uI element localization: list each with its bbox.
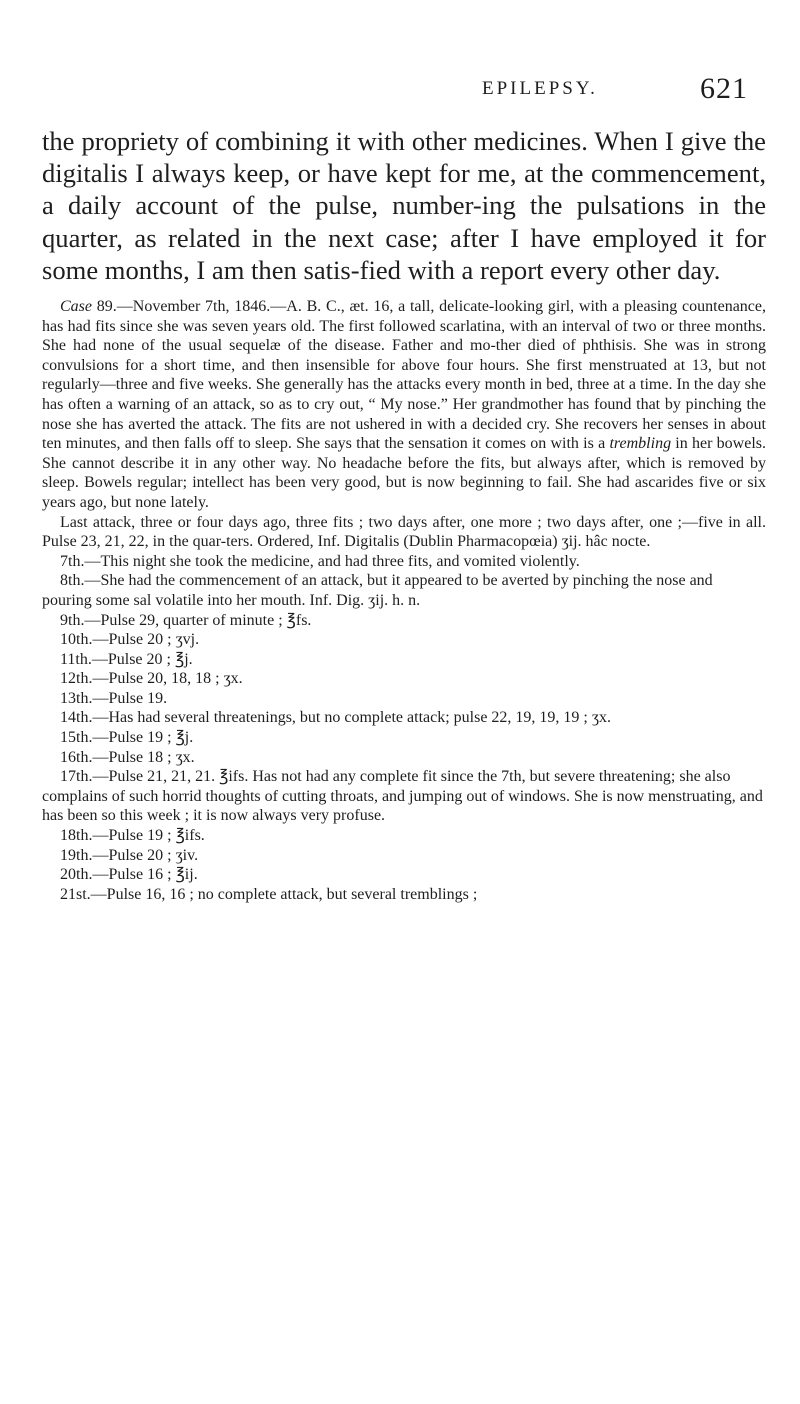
daily-entry: 10th.—Pulse 20 ; ʒvj.	[60, 631, 200, 649]
daily-entry: 15th.—Pulse 19 ; ℥j.	[60, 729, 194, 747]
daily-entry: 18th.—Pulse 19 ; ℥ifs.	[60, 827, 205, 845]
last-attack-paragraph: Last attack, three or four days ago, three fits ; two days after, one more ; two days after, one ;—five in all. Pulse 23, 21, 22, in the quar-ters. Ordered, Inf. Digitalis (Dublin Pharmacopœia) ʒij. hâc nocte.	[42, 513, 766, 551]
daily-entry: 21st.—Pulse 16, 16 ; no complete attack, but several tremblings ;	[60, 885, 478, 903]
page-header	[0, 72, 800, 118]
daily-entry: 16th.—Pulse 18 ; ʒx.	[60, 748, 195, 766]
trembling-word: trembling	[609, 435, 672, 453]
case-lead-end: in her bowels. She cannot describe it in any other way. No headache before the fits, but always after, which is removed by sleep. Bowels regular; intellect has been very good, but is now beginning to fail. She had ascarides five or six years ago, but none lately.	[42, 435, 767, 511]
intro-paragraph: the propriety of combining it with other medicines. When I give the digitalis I always keep, or have kept for me, at the commencement, a daily account of the pulse, number-ing the pulsations in the quarter, as related in the next case; after I have employed it for some months, I am then satis-fied with a report every other day.	[42, 126, 766, 285]
daily-entry: 14th.—Has had several threatenings, but no complete attack; pulse 22, 19, 19, 19 ; ʒx.	[60, 709, 611, 727]
daily-entry: 13th.—Pulse 19.	[60, 689, 168, 707]
case-label: Case	[60, 298, 92, 315]
case-report	[42, 297, 766, 904]
daily-entry: 8th.—She had the commencement of an attack, but it appeared to be averted by pinching the nose and pouring some sal volatile into her mouth. Inf. Dig. ʒij. h. n.	[42, 572, 713, 609]
daily-entry: 11th.—Pulse 20 ; ℥j.	[60, 650, 193, 668]
case-lead-text: 89.—November 7th, 1846.—A. B. C., æt. 16, a tall, delicate-looking girl, with a pleasing countenance, has had fits since she was seven years old. The first followed scarlatina, with an interval of two or three months. She had none of the usual sequelæ of the disease. Father and mo-ther died of phthisis. She was in strong convulsions for a short time, and then insensible for above four hours. She first menstruated at 13, but not regularly—three and five weeks. She generally has the attacks every month in bed, three at a time. In the day she has often a warning of an attack, so as to cry out, “ My nose.” Her grandmother has found that by pinching the nose she has averted the attack. The fits are not ushered in with a decided cry. She recovers her senses in about ten minutes, and then falls off to sleep. She says that the sensation it comes on with is a	[42, 298, 766, 453]
page-number: 621	[700, 72, 748, 105]
daily-entry: 20th.—Pulse 16 ; ℥ij.	[60, 866, 198, 884]
case-lead-paragraph	[42, 297, 766, 513]
daily-entry: 9th.—Pulse 29, quarter of minute ; ℥fs.	[60, 611, 312, 629]
daily-entry: 17th.—Pulse 21, 21, 21. ℥ifs. Has not had any complete fit since the 7th, but severe threatening; she also complains of such horrid thoughts of cutting throats, and jumping out of windows. She is now menstruating, and has been so this week ; it is now always very profuse.	[42, 768, 763, 825]
daily-entry: 7th.—This night she took the medicine, and had three fits, and vomited violently.	[60, 552, 580, 570]
daily-entry: 12th.—Pulse 20, 18, 18 ; ʒx.	[60, 670, 243, 688]
daily-entry: 19th.—Pulse 20 ; ʒiv.	[60, 846, 199, 864]
running-title: EPILEPSY.	[482, 78, 598, 99]
